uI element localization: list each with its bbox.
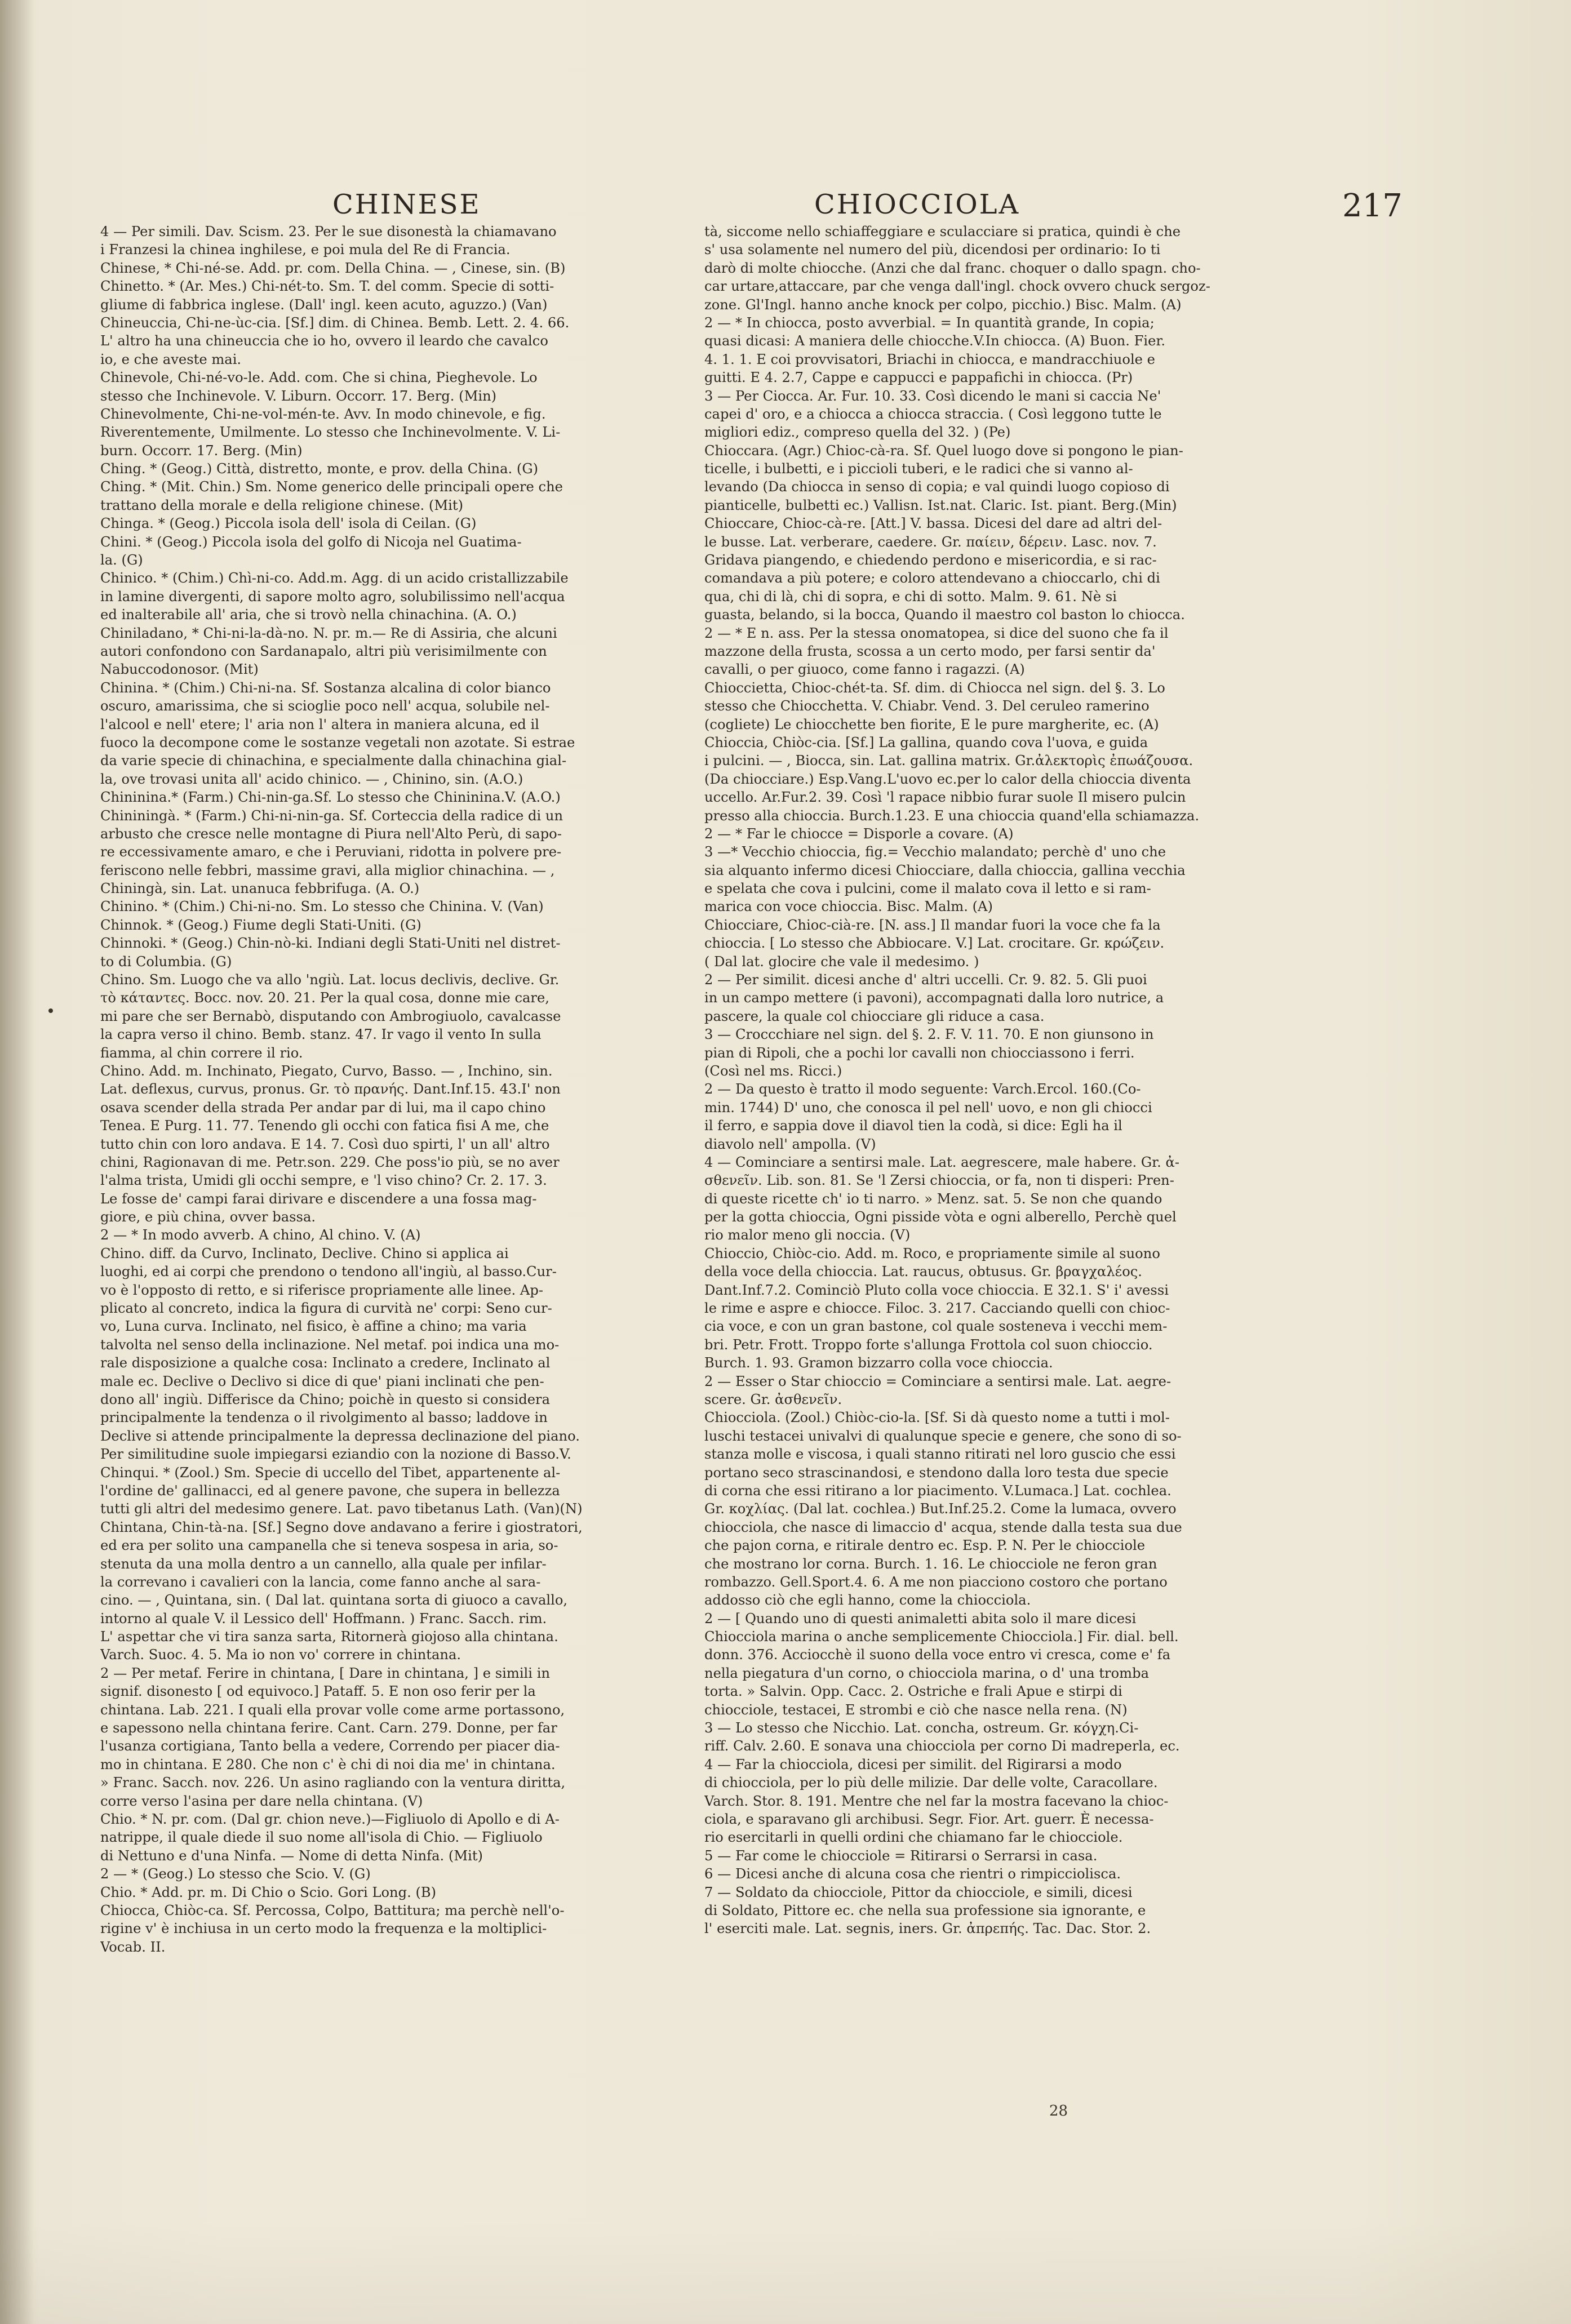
text-line: Vocab. II. [100,1939,166,1955]
text-line: Chinese, * Chi-né-se. Add. pr. com. Della China. — , Cinese, sin. (B) [100,260,566,276]
text-line: 2 — * In chiocca, posto avverbial. = In quantità grande, In copia; [704,314,1155,331]
text-line: 2 — Per metaf. Ferire in chintana, [ Dare in chintana, ] e simili in [100,1665,551,1681]
text-line: stesso che Inchinevole. V. Liburn. Occorr. 17. Berg. (Min) [100,388,497,404]
text-line: Chino. Add. m. Inchinato, Piegato, Curvo, Basso. — , Inchino, sin. [100,1063,553,1079]
text-line: comandava a più potere; e coloro attendevano a chioccarlo, chi di [704,570,1160,586]
text-line: chini, Ragionavan di me. Petr.son. 229. Che poss'io più, se no aver [100,1154,560,1170]
text-line: diavolo nell' ampolla. (V) [704,1136,876,1152]
text-line: intorno al quale V. il Lessico dell' Hoffmann. ) Franc. Sacch. rim. [100,1610,547,1627]
text-line: Chino. diff. da Curvo, Inclinato, Declive. Chino si applica ai [100,1245,509,1261]
text-line: Chiocciola. (Zool.) Chiòc-cio-la. [Sf. Si dà questo nome a tutti i mol- [704,1410,1170,1426]
text-line: l'ordine de' gallinacci, ed al genere pavone, che supera in bellezza [100,1482,560,1499]
text-line: luschi testacei univalvi di qualunque specie e genere, che sono di so- [704,1428,1182,1444]
text-line: Tenea. E Purg. 11. 77. Tenendo gli occhi con fatica fisi A me, che [100,1118,549,1134]
page-binding-shadow [0,0,34,2324]
text-line: le busse. Lat. verberare, caedere. Gr. παίειν, δέρειν. Lasc. nov. 7. [704,534,1157,550]
text-line: τὸ κάταντες. Bocc. nov. 20. 21. Per la qual cosa, donne mie care, [100,990,549,1006]
text-line: bri. Petr. Frott. Troppo forte s'allunga Frottola col suon chioccio. [704,1336,1153,1353]
text-line: che mostrano lor corna. Burch. 1. 16. Le chiocciole ne feron gran [704,1556,1157,1572]
text-line: di chiocciola, per lo più delle milizie. Dar delle volte, Caracollare. [704,1775,1158,1791]
text-line: Chiocciare, Chioc-cià-re. [N. ass.] Il mandar fuori la voce che fa la [704,917,1161,933]
text-line: 2 — Esser o Star chioccio = Cominciare a sentirsi male. Lat. aegre- [704,1373,1171,1389]
text-line: da varie specie di chinachina, e specialmente dalla chinachina gial- [100,753,567,769]
text-line: 2 — Da questo è tratto il modo seguente: Varch.Ercol. 160.(Co- [704,1081,1141,1097]
text-line: stenuta da una molla dentro a un cannello, alla quale per infilar- [100,1556,547,1572]
text-line: di queste ricette ch' io ti narro. » Menz. sat. 5. Se non che quando [704,1190,1162,1207]
text-line: rio malor meno gli noccia. (V) [704,1227,911,1243]
text-line: Per similitudine suole impiegarsi eziandio con la nozione di Basso.V. [100,1446,571,1463]
text-line: mo in chintana. E 280. Che non c' è chi di noi dia me' in chintana. [100,1756,556,1772]
text-line: 2 — * In modo avverb. A chino, Al chino. V. (A) [100,1227,421,1243]
page-number: 217 [1342,188,1403,224]
text-line: male ec. Declive o Declivo si dice di que' piani inclinati che pen- [100,1373,544,1389]
text-line: riff. Calv. 2.60. E sonava una chiocciola per corno Di madreperla, ec. [704,1738,1180,1754]
text-line: Gridava piangendo, e chiedendo perdono e misericordia, e si rac- [704,552,1157,568]
text-line: quasi dicasi: A maniera delle chiocche.V.In chiocca. (A) Buon. Fier. [704,333,1166,349]
text-line: i pulcini. — , Biocca, sin. Lat. gallina matrix. Gr.ἀλεκτορὶς ἐπωάζουσα. [704,753,1193,769]
text-line: Chininina.* (Farm.) Chi-nin-ga.Sf. Lo stesso che Chininina.V. (A.O.) [100,789,561,806]
text-line: arbusto che cresce nelle montagne di Piura nell'Alto Perù, di sapo- [100,825,562,842]
text-line: donn. 376. Acciocchè il suono della voce entro vi cresca, come e' fa [704,1647,1171,1663]
text-line: re eccessivamente amaro, e che i Peruviani, ridotta in polvere pre- [100,844,562,860]
text-line: feriscono nelle febbri, massime gravi, alla miglior chinachina. — , [100,862,555,878]
text-line: l'alcool e nell' etere; l' aria non l' altera in maniera alcuna, ed il [100,716,539,732]
text-line: Chinevolmente, Chi-ne-vol-mén-te. Avv. In modo chinevole, e fig. [100,406,546,422]
text-line: Chio. * N. pr. com. (Dal gr. chion neve.)—Figliuolo di Apollo e di A- [100,1811,560,1827]
text-line: Le fosse de' campi farai dirivare e discendere a una fossa mag- [100,1190,537,1207]
text-line: Chiocciola marina o anche semplicemente Chiocciola.] Fir. dial. bell. [704,1629,1179,1645]
text-line: chiocciole, testacei, E strombi e ciò che nasce nella rena. (N) [704,1701,1128,1718]
text-line: mazzone della frusta, scossa a un certo modo, per farsi sentir da' [704,643,1156,659]
text-line: la correvano i cavalieri con la lancia, come fanno anche al sara- [100,1574,541,1590]
text-line: vo, Luna curva. Inclinato, nel fisico, è affine a chino; ma varia [100,1318,527,1335]
text-line: autori confondono con Sardanapalo, altri più verisimilmente con [100,643,547,659]
text-line: in un campo mettere (i pavoni), accompagnati dalla loro nutrice, a [704,990,1164,1006]
printer-signature-mark: 28 [1049,2103,1068,2119]
text-line: Chinina. * (Chim.) Chi-ni-na. Sf. Sostanza alcalina di color bianco [100,679,551,696]
text-line: Chinico. * (Chim.) Chì-ni-co. Add.m. Agg. di un acido cristallizzabile [100,570,569,586]
text-line: Lat. deflexus, curvus, pronus. Gr. τὸ πρανής. Dant.Inf.15. 43.I' non [100,1081,561,1097]
text-line: 4 — Per simili. Dav. Scism. 23. Per le sue disonestà la chiamavano [100,224,557,239]
text-line: Chinetto. * (Ar. Mes.) Chi-nét-to. Sm. T. del comm. Specie di sotti- [100,278,554,295]
text-line: in lamine divergenti, di sapore molto agro, solubilissimo nell'acqua [100,588,565,605]
text-line: Chini. * (Geog.) Piccola isola del golfo di Nicoja nel Guatima- [100,534,522,550]
text-line: chiocciola, che nasce di limaccio d' acqua, stende dalla testa sua due [704,1519,1182,1535]
text-line: L' aspettar che vi tira sanza sarta, Ritornerà giojoso alla chintana. [100,1629,558,1645]
text-line: la, ove trovasi unita all' acido chinico. — , Chinino, sin. (A.O.) [100,771,523,787]
text-line: darò di molte chiocche. (Anzi che dal franc. choquer o dallo spagn. cho- [704,260,1201,276]
text-line: Chiniladano, * Chi-ni-la-dà-no. N. pr. m.— Re di Assiria, che alcuni [100,625,557,641]
text-line: osava scender della strada Per andar par di lui, ma il capo chino [100,1099,546,1116]
text-line: uccello. Ar.Fur.2. 39. Così 'l rapace nibbio furar suole Il misero pulcin [704,789,1186,806]
text-line: Chio. * Add. pr. m. Di Chio o Scio. Gori Long. (B) [100,1884,437,1900]
text-line: mi pare che ser Bernabò, disputando con Ambrogiuolo, cavalcasse [100,1008,561,1024]
text-line: Chinnoki. * (Geog.) Chin-nò-ki. Indiani degli Stati-Uniti nel distret- [100,935,561,952]
text-line: Chioccara. (Agr.) Chioc-cà-ra. Sf. Quel luogo dove si pongono le pian- [704,442,1183,459]
text-line: natrippe, il quale diede il suo nome all'isola di Chio. — Figliuolo [100,1829,543,1846]
text-line: 4. 1. 1. E coi provvisatori, Briachi in chiocca, e mandracchiuole e [704,351,1155,367]
text-line: Chiocca, Chiòc-ca. Sf. Percossa, Colpo, Battitura; ma perchè nell'o- [100,1902,565,1918]
text-line: signif. disonesto [ od equivoco.] Pataff. 5. E non oso ferir per la [100,1683,536,1700]
page-bottom-shade [0,2223,1571,2324]
text-line: Chinga. * (Geog.) Piccola isola dell' isola di Ceilan. (G) [100,516,477,532]
text-line: burn. Occorr. 17. Berg. (Min) [100,442,303,459]
text-line: » Franc. Sacch. nov. 226. Un asino ragliando con la ventura diritta, [100,1775,566,1791]
text-line: rombazzo. Gell.Sport.4. 6. A me non piacciono costoro che portano [704,1574,1168,1590]
text-line: 2 — [ Quando uno di questi animaletti abita solo il mare dicesi [704,1610,1137,1627]
text-line: luoghi, ed ai corpi che prendono o tendono all'ingiù, al basso.Cur- [100,1264,557,1280]
text-line: l'usanza cortigiana, Tanto bella a vedere, Correndo per piacer dia- [100,1738,560,1754]
text-line: Chioccio, Chiòc-cio. Add. m. Roco, e propriamente simile al suono [704,1245,1160,1261]
text-line: guasta, belando, si la bocca, Quando il maestro col baston lo chiocca. [704,607,1185,623]
text-line: Chinqui. * (Zool.) Sm. Specie di uccello del Tibet, appartenente al- [100,1464,561,1481]
text-line: 3 — Per Ciocca. Ar. Fur. 10. 33. Così dicendo le mani si caccia Ne' [704,388,1161,404]
left-column [100,223,698,1956]
text-line: tutti gli altri del medesimo genere. Lat. pavo tibetanus Lath. (Van)(N) [100,1501,583,1517]
text-line: min. 1744) D' uno, che conosca il pel nell' uovo, e non gli chiocci [704,1099,1152,1116]
text-line: chioccia. [ Lo stesso che Abbiocare. V.] Lat. crocitare. Gr. κρώζειν. [704,935,1165,952]
text-line: 4 — Far la chiocciola, dicesi per similit. del Rigirarsi a modo [704,1756,1122,1772]
text-line: ciola, e sparavano gli archibusi. Segr. Fior. Art. guerr. È necessa- [704,1811,1154,1827]
text-line: 3 —* Vecchio chioccia, fig.= Vecchio malandato; perchè d' uno che [704,844,1166,860]
text-line: cavalli, o per giuoco, come fanno i ragazzi. (A) [704,661,1025,678]
text-line: 7 — Soldato da chiocciole, Pittor da chiocciole, e simili, dicesi [704,1884,1133,1900]
text-line: giore, e più china, ovver bassa. [100,1209,316,1225]
text-line: e sapessono nella chintana ferire. Cant. Carn. 279. Donne, per far [100,1720,557,1736]
text-line: guitti. E 4. 2.7, Cappe e cappucci e pappafichi in chiocca. (Pr) [704,370,1133,386]
text-line: chintana. Lab. 221. I quali ella provar volle come arme portassono, [100,1701,565,1718]
text-line: l' eserciti male. Lat. segnis, iners. Gr. ἀπρεπής. Tac. Dac. Stor. 2. [704,1921,1151,1937]
text-line: per la gotta chioccia, Ogni pisside vòta e ogni alberello, Perchè quel [704,1209,1177,1225]
text-line: ( Dal lat. glocire che vale il medesimo. ) [704,953,979,970]
text-line: fiamma, al chin correre il rio. [100,1045,303,1061]
text-line: qua, chi di là, chi di sopra, e chi di sotto. Malm. 9. 61. Nè si [704,588,1117,605]
text-line: Ching. * (Mit. Chin.) Sm. Nome generico delle principali opere che [100,479,563,495]
text-line: di Nettuno e d'una Ninfa. — Nome di detta Ninfa. (Mit) [100,1847,483,1864]
text-line: stanza molle e viscosa, i quali stanno ritirati nel loro guscio che essi [704,1446,1176,1463]
text-line: le rime e aspre e chiocce. Filoc. 3. 217. Cacciando quelli con chioc- [704,1300,1170,1317]
text-line: fuoco la decompone come le sostanze vegetali non azotate. Si estrae [100,734,575,750]
text-line: 3 — Croccchiare nel sign. del §. 2. F. V. 11. 70. E non giunsono in [704,1027,1154,1043]
text-line: 5 — Far come le chiocciole = Ritirarsi o Serrarsi in casa. [704,1847,1098,1864]
text-line: s' usa solamente nel numero del più, dicendosi per ordinario: Io ti [704,242,1161,258]
text-line: Varch. Stor. 8. 191. Mentre che nel far la mostra facevano la chioc- [704,1793,1169,1809]
text-line: dono all' ingiù. Differisce da Chino; poichè in questo si considera [100,1392,550,1407]
text-line: trattano della morale e della religione chinese. (Mit) [100,497,464,513]
text-line: marica con voce chioccia. Bisc. Malm. (A) [704,899,993,915]
text-line: (cogliete) Le chiocchette ben fiorite, E le pure margherite, ec. (A) [704,716,1159,732]
text-line: di corna che essi ritirano a lor piacimento. V.Lumaca.] Lat. cochlea. [704,1482,1171,1499]
text-line: migliori ediz., compreso quella del 32. ) (Pe) [704,424,1011,441]
text-line: Riverentemente, Umilmente. Lo stesso che Inchinevolmente. V. Li- [100,424,561,441]
text-line: Gr. κοχλίας. (Dal lat. cochlea.) But.Inf.25.2. Come la lumaca, ovvero [704,1501,1177,1517]
text-line: principalmente la tendenza o il rivolgimento al basso; laddove in [100,1410,548,1426]
text-line: Ching. * (Geog.) Città, distretto, monte, e prov. della China. (G) [100,461,539,477]
text-line: Chineuccia, Chi-ne-ùc-cia. [Sf.] dim. di Chinea. Bemb. Lett. 2. 4. 66. [100,314,570,331]
text-line: corre verso l'asina per dare nella chintana. (V) [100,1793,423,1809]
text-line: oscuro, amarissima, che si scioglie poco nell' acqua, solubile nel- [100,698,550,714]
text-line: capei d' oro, e a chiocca a chiocca straccia. ( Così leggono tutte le [704,406,1162,422]
text-line: ticelle, i bulbetti, e i piccioli tuberi, e le radici che si vanno al- [704,461,1133,477]
text-line: la. (G) [100,552,143,568]
text-line: talvolta nel senso della inclinazione. Nel metaf. poi indica una mo- [100,1336,560,1353]
text-line: vo è l'opposto di retto, e si riferisce propriamente alle linee. Ap- [100,1282,544,1298]
text-line: Chinnok. * (Geog.) Fiume degli Stati-Uniti. (G) [100,917,421,933]
text-line: Chioccia, Chiòc-cia. [Sf.] La gallina, quando cova l'uova, e guida [704,734,1148,750]
text-line: tutto chin con loro andava. E 14. 7. Così duo spirti, l' un all' altro [100,1136,550,1152]
text-line: to di Columbia. (G) [100,953,232,970]
text-line: 2 — * (Geog.) Lo stesso che Scio. V. (G) [100,1866,371,1882]
text-line: pian di Ripoli, che a pochi lor cavalli non chiocciassono i ferri. [704,1045,1135,1061]
text-line: nella piegatura d'un corno, o chiocciola marina, o d' una tromba [704,1665,1149,1681]
text-line: car urtare,attaccare, par che venga dall'ingl. chock ovvero chuck sergoz- [704,278,1210,295]
text-line: Chintana, Chin-tà-na. [Sf.] Segno dove andavano a ferire i giostratori, [100,1519,583,1535]
text-line: Declive si attende principalmente la depressa declinazione del piano. [100,1428,580,1444]
text-line: l'alma trista, Umidi gli occhi sempre, e 'l viso chino? Cr. 2. 17. 3. [100,1172,547,1189]
text-line: ed inalterabile all' aria, che si trovò nella chinachina. (A. O.) [100,607,517,623]
text-line: 2 — Per similit. dicesi anche d' altri uccelli. Cr. 9. 82. 5. Gli puoi [704,972,1147,988]
text-line: della voce della chioccia. Lat. raucus, obtusus. Gr. βραγχαλέος. [704,1264,1142,1280]
text-line: io, e che aveste mai. [100,351,242,367]
text-line: presso alla chioccia. Burch.1.23. E una chioccia quand'ella schiamazza. [704,807,1200,824]
text-line: levando (Da chiocca in senso di copia; e val quindi luogo copioso di [704,479,1170,495]
text-line: Chinino. * (Chim.) Chi-ni-no. Sm. Lo stesso che Chinina. V. (Van) [100,899,544,915]
header-right-guideword: CHIOCCIOLA [814,189,1020,220]
text-line: ed era per solito una campanella che si teneva sospesa in aria, so- [100,1538,558,1554]
text-line: zone. Gl'Ingl. hanno anche knock per colpo, picchio.) Bisc. Malm. (A) [704,296,1182,313]
text-line: Burch. 1. 93. Gramon bizzarro colla voce chioccia. [704,1355,1053,1371]
text-line: cino. — , Quintana, sin. ( Dal lat. quintana sorta di giuoco a cavallo, [100,1592,568,1608]
text-line: plicato al concreto, indica la figura di curvità ne' corpi: Seno cur- [100,1300,552,1317]
text-line: i Franzesi la chinea inghilese, e poi mula del Re di Francia. [100,242,511,258]
text-line: portano seco strascinandosi, e stendono dalla loro testa due specie [704,1464,1169,1481]
text-line: Chinevole, Chi-né-vo-le. Add. com. Che si china, Pieghevole. Lo [100,370,538,386]
text-line: Dant.Inf.7.2. Cominciò Pluto colla voce chioccia. E 32.1. S' i' avessi [704,1282,1169,1298]
text-line: che pajon corna, e ritirale dentro ec. Esp. P. N. Per le chiocciole [704,1538,1146,1554]
text-line: addosso ciò che egli hanno, come la chiocciola. [704,1592,1031,1608]
text-line: Nabuccodonosor. (Mit) [100,661,259,678]
text-line: (Così nel ms. Ricci.) [704,1063,842,1079]
text-line: pascere, la quale col chiocciare gli riduce a casa. [704,1008,1045,1024]
text-line: la capra verso il chino. Bemb. stanz. 47. Ir vago il vento In sulla [100,1027,542,1043]
text-line: Chino. Sm. Luogo che va allo 'ngiù. Lat. locus declivis, declive. Gr. [100,972,560,988]
text-line: e spelata che cova i pulcini, come il malato cova il letto e si ram- [704,881,1151,897]
text-line: torta. » Salvin. Opp. Cacc. 2. Ostriche e frali Apue e stirpi di [704,1683,1122,1700]
text-line: L' altro ha una chineuccia che io ho, ovvero il leardo che cavalco [100,333,548,349]
text-line: rigine v' è inchiusa in un certo modo la frequenza e la moltiplici- [100,1921,547,1937]
text-line: 6 — Dicesi anche di alcuna cosa che rientri o rimpicciolisca. [704,1866,1121,1882]
text-line: gliume di fabbrica inglese. (Dall' ingl. keen acuto, aguzzo.) (Van) [100,296,548,313]
text-line: il ferro, e sappia dove il diavol tien la codà, si dice: Egli ha il [704,1118,1122,1134]
text-line: Chioccietta, Chioc-chét-ta. Sf. dim. di Chiocca nel sign. del §. 3. Lo [704,679,1165,696]
margin-dot-mark [48,1008,53,1013]
text-line: Varch. Suoc. 4. 5. Ma io non vo' correre in chintana. [100,1647,461,1663]
header-left-guideword: CHINESE [332,189,481,220]
text-line: scere. Gr. ἀσθενεῖν. [704,1392,842,1407]
text-line: sia alquanto infermo dicesi Chiocciare, dalla chioccia, gallina vecchia [704,862,1186,878]
text-line: Chioccare, Chioc-cà-re. [Att.] V. bassa. Dicesi del dare ad altri del- [704,516,1162,532]
text-line: stesso che Chiocchetta. V. Chiabr. Vend. 3. Del ceruleo ramerino [704,698,1150,714]
right-column [704,223,1302,1938]
text-line: rale disposizione a qualche cosa: Inclinato a credere, Inclinato al [100,1355,551,1371]
text-line: Chiningà, sin. Lat. unanuca febbrifuga. (A. O.) [100,881,420,897]
text-line: Chininingà. * (Farm.) Chi-ni-nin-ga. Sf. Corteccia della radice di un [100,807,563,824]
text-line: 3 — Lo stesso che Nicchio. Lat. concha, ostreum. Gr. κόγχη.Ci- [704,1720,1139,1736]
text-line: tà, siccome nello schiaffeggiare e sculacciare si pratica, quindi è che [704,224,1181,239]
text-line: rio esercitarli in quelli ordini che chiamano far le chiocciole. [704,1829,1123,1846]
text-line: di Soldato, Pittore ec. che nella sua professione sia ignorante, e [704,1902,1146,1918]
text-line: cia voce, e con un gran bastone, col quale sosteneva i vecchi mem- [704,1318,1168,1335]
text-line: 2 — * E n. ass. Per la stessa onomatopea, si dice del suono che fa il [704,625,1169,641]
text-line: 4 — Cominciare a sentirsi male. Lat. aegrescere, male habere. Gr. ἀ- [704,1154,1180,1170]
text-line: 2 — * Far le chiocce = Disporle a covare. (A) [704,825,1014,842]
text-line: pianticelle, bulbetti ec.) Vallisn. Ist.nat. Claric. Ist. piant. Berg.(Min) [704,497,1177,513]
text-line: σθενεῖν. Lib. son. 81. Se 'l Zersi chioccia, or fa, non ti disperi: Pren- [704,1172,1174,1189]
text-line: (Da chiocciare.) Esp.Vang.L'uovo ec.per lo calor della chioccia diventa [704,771,1191,787]
